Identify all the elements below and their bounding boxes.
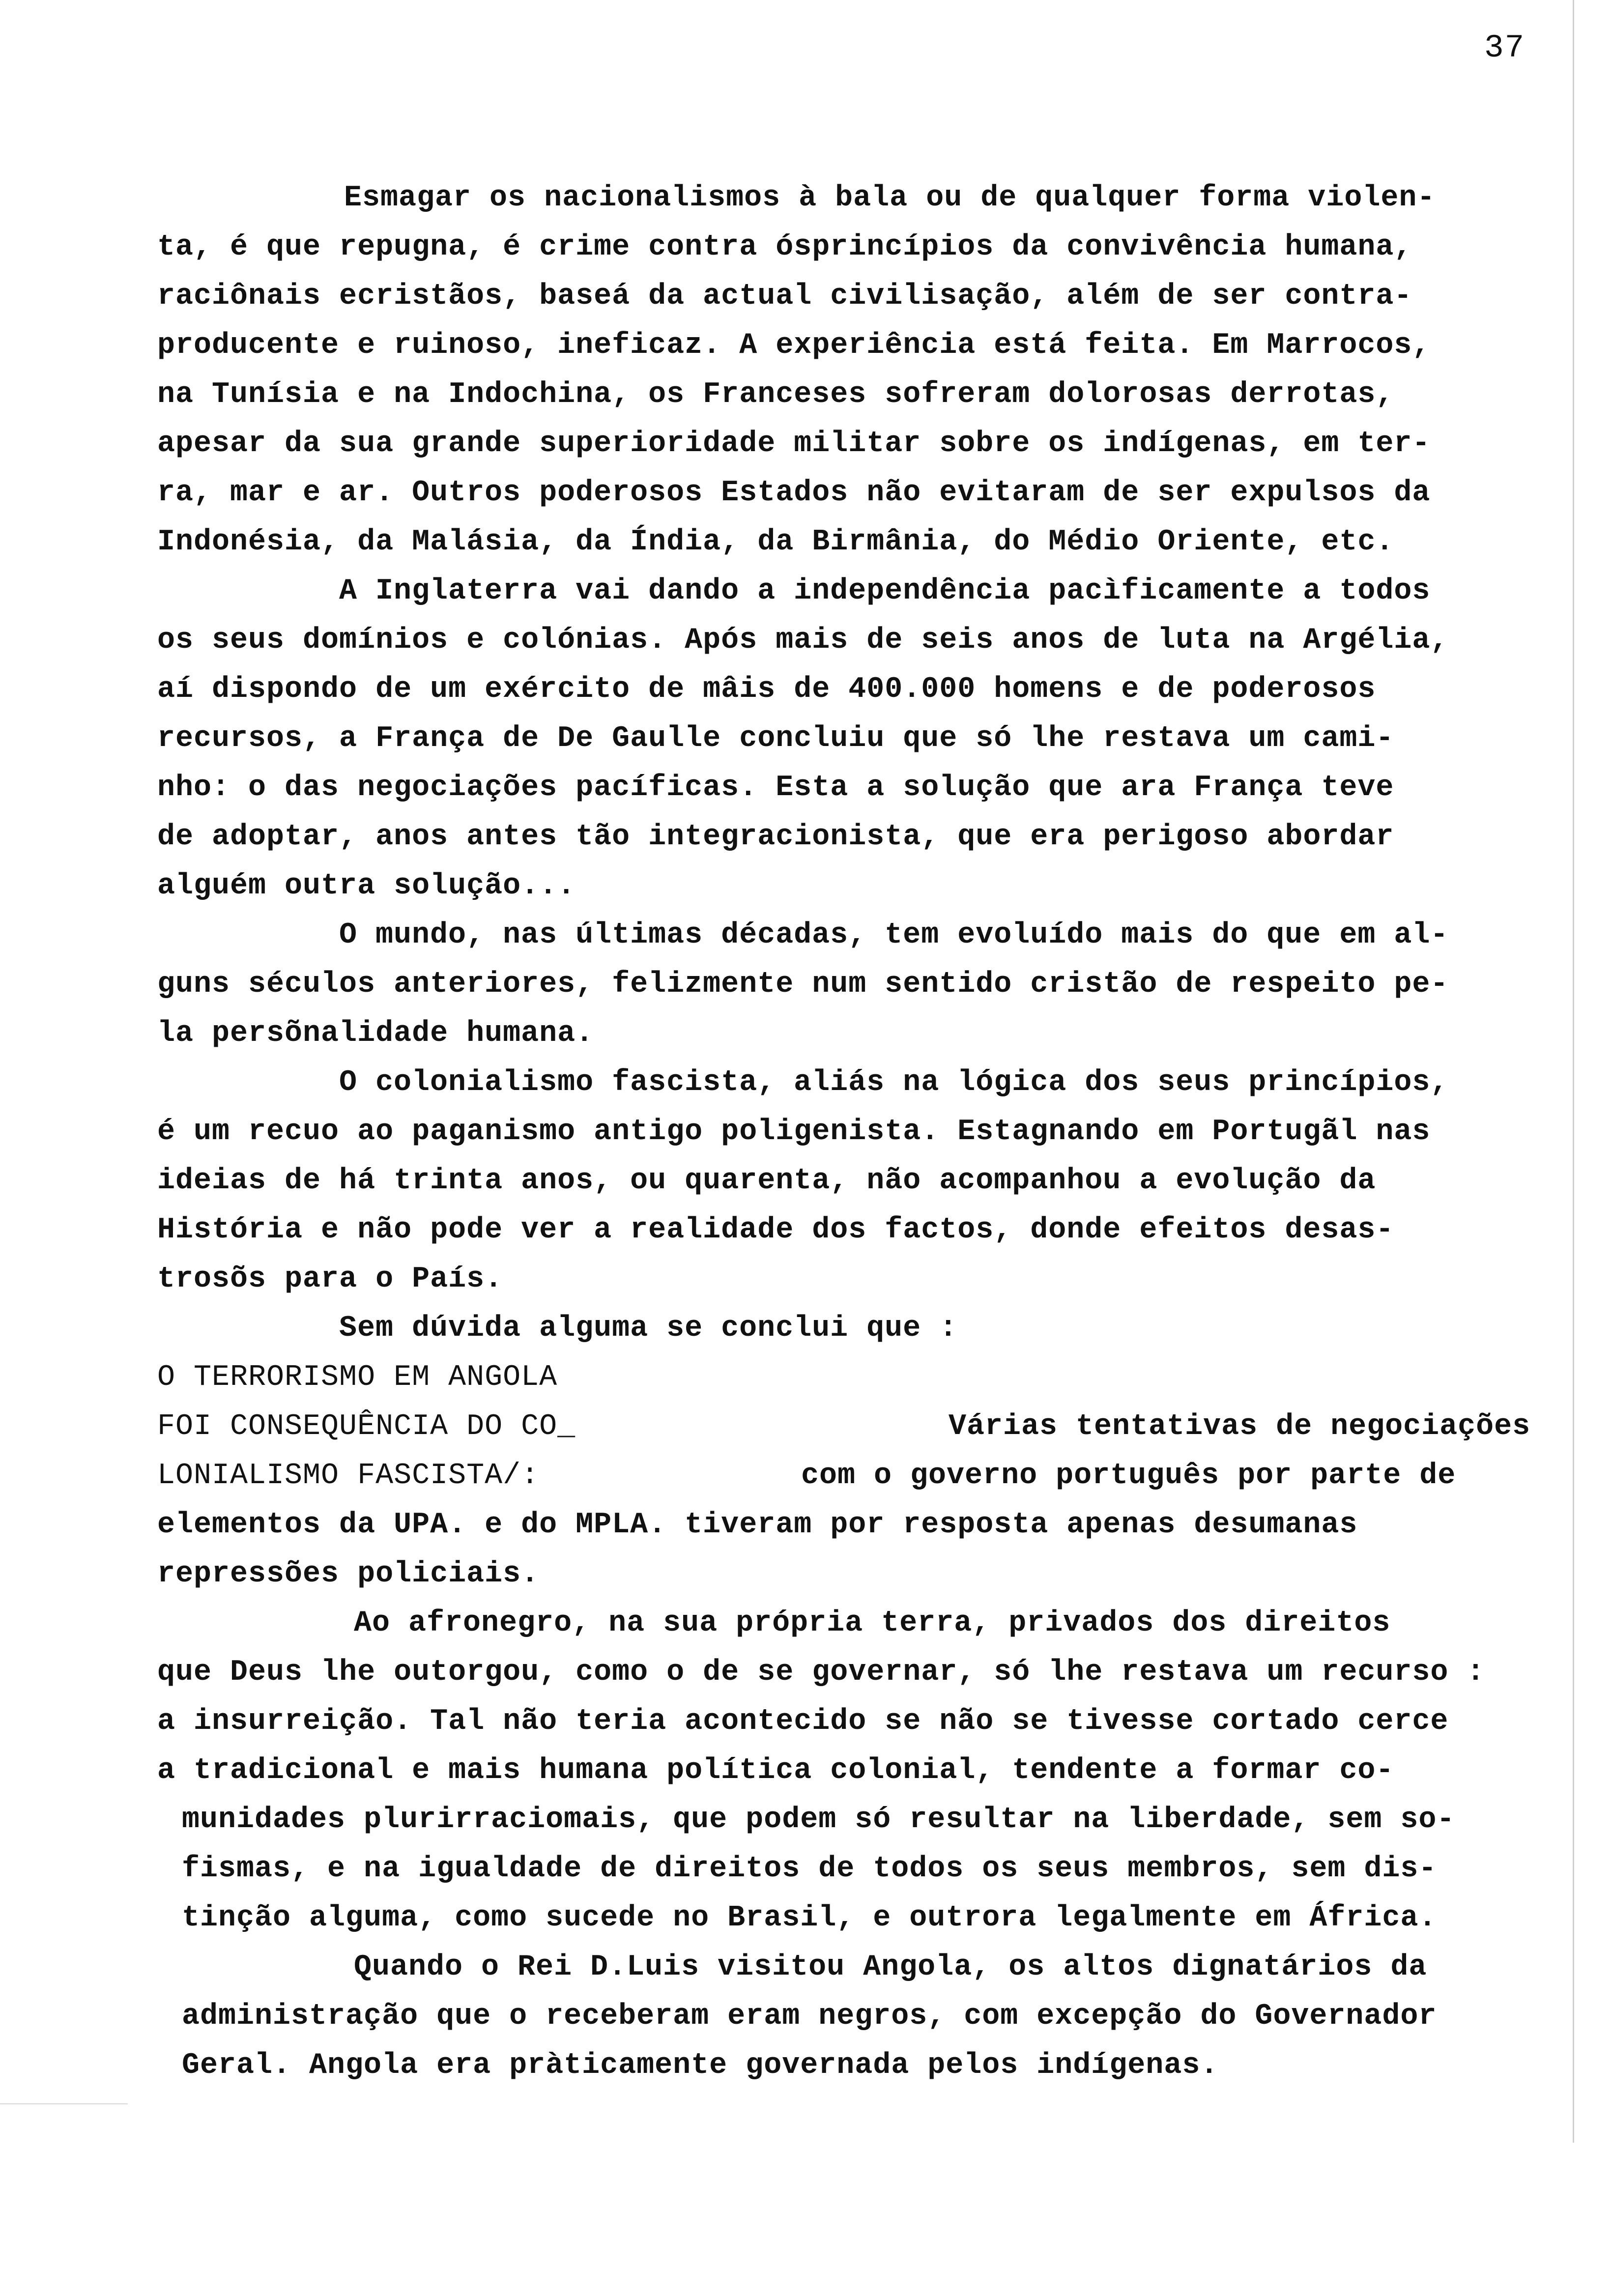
- text-line: ta, é que repugna, é crime contra ósprincípios da convivência humana,: [157, 230, 1412, 264]
- text-line: que Deus lhe outorgou, como o de se governar, só lhe restava um recurso :: [157, 1656, 1485, 1689]
- text-line: apesar da sua grande superioridade militar sobre os indígenas, em ter-: [157, 427, 1431, 460]
- text-line: História e não pode ver a realidade dos factos, donde efeitos desas-: [157, 1213, 1394, 1247]
- text-line: A Inglaterra vai dando a independência pacìficamente a todos: [339, 574, 1431, 608]
- text-line: os seus domínios e colónias. Após mais de seis anos de luta na Argélia,: [157, 624, 1449, 657]
- text-line: alguém outra solução...: [157, 869, 576, 903]
- text-line: tinção alguma, como sucede no Brasil, e outrora legalmente em África.: [182, 1901, 1437, 1935]
- scan-mark: [0, 2103, 128, 2104]
- text-line: la persõnalidade humana.: [157, 1017, 594, 1050]
- text-line: munidades plurirraciomais, que podem só resultar na liberdade, sem so-: [182, 1803, 1455, 1837]
- text-line: ra, mar e ar. Outros poderosos Estados não evitaram de ser expulsos da: [157, 476, 1431, 510]
- heading-line: FOI CONSEQUÊNCIA DO CO_: [157, 1410, 576, 1443]
- text-line: aí dispondo de um exército de mâis de 400.000 homens e de poderosos: [157, 673, 1376, 706]
- text-line: nho: o das negociações pacíficas. Esta a solução que ara França teve: [157, 771, 1394, 804]
- text-line: Sem dúvida alguma se conclui que :: [339, 1312, 958, 1345]
- text-line: producente e ruinoso, ineficaz. A experiência está feita. Em Marrocos,: [157, 329, 1431, 362]
- page-edge-line: [1573, 0, 1574, 2143]
- page-number: 37: [1484, 29, 1526, 66]
- text-line: fismas, e na igualdade de direitos de todos os seus membros, sem dis-: [182, 1852, 1437, 1886]
- heading-line: LONIALISMO FASCISTA/:: [157, 1459, 540, 1492]
- text-line: a insurreição. Tal não teria acontecido se não se tivesse cortado cerce: [157, 1705, 1449, 1738]
- text-line: Quando o Rei D.Luis visitou Angola, os altos dignatários da: [354, 1951, 1427, 1984]
- text-line: Várias tentativas de negociações: [949, 1410, 1531, 1443]
- text-line: guns séculos anteriores, felizmente num sentido cristão de respeito pe-: [157, 968, 1449, 1001]
- text-line: repressões policiais.: [157, 1557, 540, 1591]
- text-line: Indonésia, da Malásia, da Índia, da Birmânia, do Médio Oriente, etc.: [157, 525, 1394, 559]
- text-line: trosõs para o País.: [157, 1263, 503, 1296]
- heading-line: O TERRORISMO EM ANGOLA: [157, 1361, 558, 1394]
- text-line: elementos da UPA. e do MPLA. tiveram por resposta apenas desumanas: [157, 1508, 1358, 1542]
- text-line: O colonialismo fascista, aliás na lógica dos seus princípios,: [339, 1066, 1449, 1099]
- text-line: com o governo português por parte de: [801, 1459, 1456, 1492]
- text-line: administração que o receberam eram negros, com excepção do Governador: [182, 2000, 1437, 2033]
- text-line: recursos, a França de De Gaulle concluiu que só lhe restava um cami-: [157, 722, 1394, 755]
- text-line: raciônais ecristãos, baseá da actual civilisação, além de ser contra-: [157, 280, 1412, 313]
- text-line: de adoptar, anos antes tão integracionista, que era perigoso abordar: [157, 820, 1394, 854]
- text-line: é um recuo ao paganismo antigo poligenista. Estagnando em Portugãl nas: [157, 1115, 1431, 1148]
- text-line: Geral. Angola era pràticamente governada pelos indígenas.: [182, 2049, 1219, 2082]
- text-line: O mundo, nas últimas décadas, tem evoluído mais do que em al-: [339, 918, 1449, 952]
- text-line: ideias de há trinta anos, ou quarenta, não acompanhou a evolução da: [157, 1164, 1376, 1198]
- text-line: Ao afronegro, na sua própria terra, privados dos direitos: [354, 1607, 1391, 1640]
- text-line: Esmagar os nacionalismos à bala ou de qualquer forma violen-: [344, 181, 1436, 215]
- text-line: na Tunísia e na Indochina, os Franceses sofreram dolorosas derrotas,: [157, 378, 1394, 411]
- text-line: a tradicional e mais humana política colonial, tendente a formar co-: [157, 1754, 1394, 1787]
